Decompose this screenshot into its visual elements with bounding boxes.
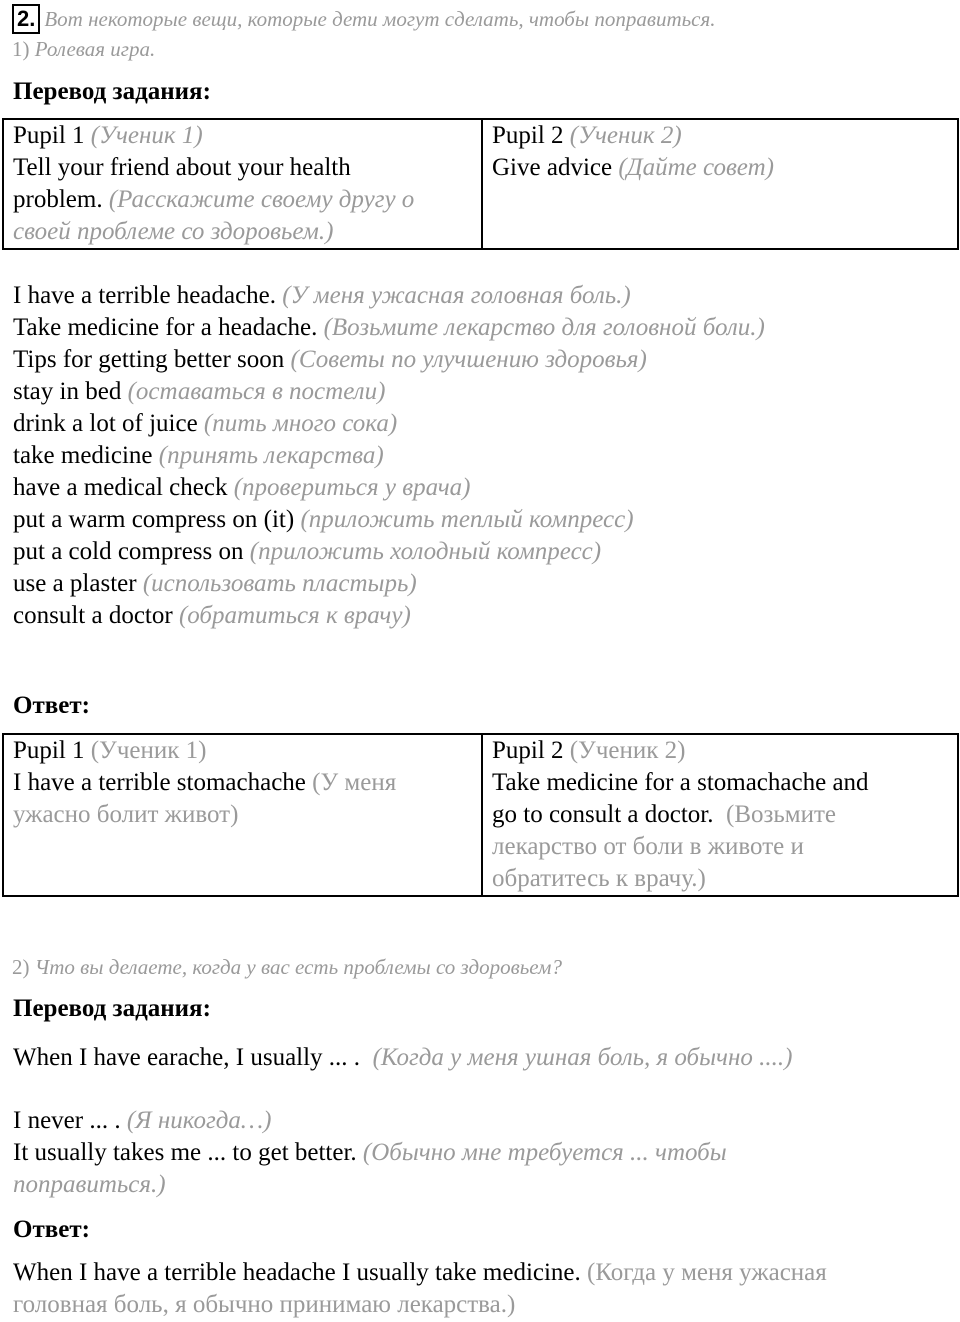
answer-table [2, 733, 959, 897]
translation-heading: Перевод задания: [13, 78, 211, 105]
answer-pupil2-line2: go to consult a doctor. [492, 801, 714, 828]
pupil2-line1-translation: (Дайте совет) [618, 154, 774, 181]
phrase-en: use a plaster [13, 570, 137, 597]
pupil2-title-translation: (Ученик 2) [569, 122, 682, 149]
pupil1-line2: problem. [13, 186, 103, 213]
sentence3-ru: (Обычно мне требуется ... чтобы [362, 1139, 727, 1166]
phrase-en: put a warm compress on (it) [13, 506, 295, 533]
part1-title-text: Ролевая игра. [34, 37, 156, 61]
sentence2-en: I never ... . [13, 1107, 121, 1134]
pupil1-line3-translation: своей проблеме со здоровьем.) [13, 218, 334, 245]
answer-pupil1-line2-translation: ужасно болит живот) [13, 801, 239, 828]
list-item [13, 536, 765, 568]
answer-ru: (Когда у меня ужасная [587, 1259, 827, 1286]
phrase-ru: (обратиться к врачу) [178, 602, 411, 629]
part2-answer-heading: Ответ: [13, 1216, 90, 1243]
answer-pupil1-cell [3, 734, 482, 896]
phrase-en: consult a doctor [13, 602, 173, 629]
answer-pupil2-line4-translation: обратитесь к врачу.) [492, 865, 706, 892]
sentence3-ru-cont: поправиться.) [13, 1171, 166, 1198]
phrase-ru: (Советы по улучшению здоровья) [290, 346, 647, 373]
phrase-ru: (использовать пластырь) [142, 570, 417, 597]
part2-number: 2) [12, 955, 30, 979]
pupil1-title: Pupil 1 [13, 122, 85, 149]
phrase-list [13, 280, 765, 632]
phrase-en: take medicine [13, 442, 153, 469]
sentence1-ru: (Когда у меня ушная боль, я обычно ....) [372, 1044, 793, 1071]
phrase-en: I have a terrible headache. [13, 282, 277, 309]
phrase-ru: (оставаться в постели) [127, 378, 386, 405]
list-item [13, 568, 765, 600]
phrase-ru: (приложить теплый компресс) [300, 506, 634, 533]
list-item [13, 312, 765, 344]
phrase-en: have a medical check [13, 474, 228, 501]
pupil1-title-translation: (Ученик 1) [90, 122, 203, 149]
pupil1-line2-translation: (Расскажите своему другу о [108, 186, 415, 213]
roleplay-table [2, 118, 959, 250]
answer-pupil2-line2-translation: (Возьмите [726, 801, 836, 828]
list-item [13, 504, 765, 536]
task-number: 2. [12, 4, 40, 34]
phrase-ru: (приложить холодный компресс) [249, 538, 602, 565]
part2-title [12, 953, 562, 981]
phrase-en: stay in bed [13, 378, 122, 405]
answer-pupil2-line3-translation: лекарство от боли в животе и [492, 833, 804, 860]
phrase-en: Take medicine for a headache. [13, 314, 318, 341]
phrase-ru: (пить много сока) [203, 410, 398, 437]
pupil1-cell [3, 119, 482, 249]
answer-pupil1-title-translation: (Ученик 1) [90, 737, 207, 764]
answer-pupil2-line1: Take medicine for a stomachache and [492, 769, 869, 796]
phrase-ru: (У меня ужасная головная боль.) [282, 282, 631, 309]
answer-pupil2-cell [482, 734, 958, 896]
answer-pupil1-line1: I have a terrible stomachache [13, 769, 306, 796]
answer-pupil2-title-translation: (Ученик 2) [569, 737, 686, 764]
list-item [13, 344, 765, 376]
part2-sentence2 [13, 1105, 271, 1137]
phrase-ru: (провериться у врача) [233, 474, 471, 501]
phrase-ru: (Возьмите лекарство для головной боли.) [323, 314, 765, 341]
sentence3-en: It usually takes me ... to get better. [13, 1139, 357, 1166]
sentence1-en: When I have earache, I usually ... . [13, 1044, 361, 1071]
phrase-ru: (принять лекарства) [158, 442, 384, 469]
phrase-en: drink a lot of juice [13, 410, 198, 437]
answer-en: When I have a terrible headache I usually take medicine. [13, 1259, 581, 1286]
answer-pupil2-title: Pupil 2 [492, 737, 564, 764]
pupil2-line1: Give advice [492, 154, 613, 181]
list-item [13, 408, 765, 440]
list-item [13, 440, 765, 472]
list-item [13, 280, 765, 312]
task-header [12, 4, 716, 34]
answer-pupil1-line1-translation: (У меня [312, 769, 397, 796]
pupil1-line1: Tell your friend about your health [13, 154, 351, 181]
task-intro: Вот некоторые вещи, которые дети могут сделать, чтобы поправиться. [44, 7, 716, 31]
pupil2-cell [482, 119, 958, 249]
answer-pupil1-title: Pupil 1 [13, 737, 85, 764]
answer-heading: Ответ: [13, 692, 90, 719]
part2-sentence1 [13, 1042, 792, 1074]
phrase-en: Tips for getting better soon [13, 346, 285, 373]
list-item [13, 600, 765, 632]
sentence2-ru: (Я никогда…) [126, 1107, 272, 1134]
list-item [13, 472, 765, 504]
part2-title-text: Что вы делаете, когда у вас есть проблемы со здоровьем? [34, 955, 562, 979]
part1-number: 1) [12, 37, 30, 61]
answer-ru-cont: головная боль, я обычно принимаю лекарства.) [13, 1291, 516, 1318]
phrase-en: put a cold compress on [13, 538, 244, 565]
part2-sentence3 [13, 1137, 727, 1201]
part2-answer [13, 1257, 827, 1321]
part2-translation-heading: Перевод задания: [13, 995, 211, 1022]
list-item [13, 376, 765, 408]
pupil2-title: Pupil 2 [492, 122, 564, 149]
part1-title [12, 35, 155, 63]
